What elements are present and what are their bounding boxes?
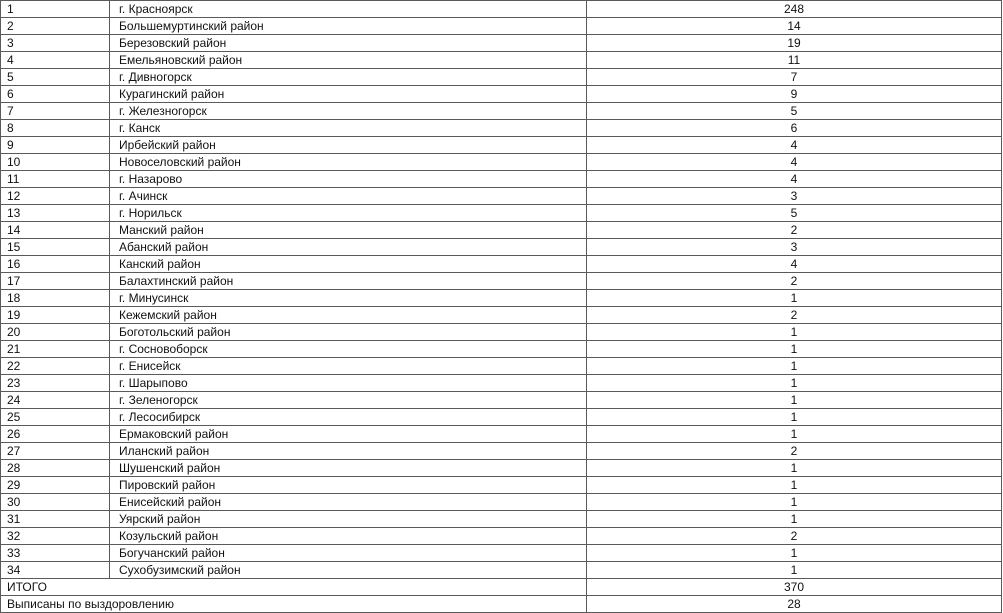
district-name: г. Енисейск: [110, 358, 587, 375]
row-number: 12: [1, 188, 110, 205]
district-name: Новоселовский район: [110, 154, 587, 171]
table-row: [1, 222, 1002, 239]
row-number: 2: [1, 18, 110, 35]
district-name: Енисейский район: [110, 494, 587, 511]
case-count: 1: [587, 290, 1002, 307]
table-summary: [1, 579, 1002, 613]
case-count: 248: [587, 1, 1002, 18]
table-row: [1, 18, 1002, 35]
row-number: 28: [1, 460, 110, 477]
district-name: Канский район: [110, 256, 587, 273]
district-name: г. Железногорск: [110, 103, 587, 120]
case-count: 2: [587, 443, 1002, 460]
table-row: [1, 188, 1002, 205]
row-number: 24: [1, 392, 110, 409]
district-name: Емельяновский район: [110, 52, 587, 69]
case-count: 14: [587, 18, 1002, 35]
district-name: Кежемский район: [110, 307, 587, 324]
case-count: 1: [587, 562, 1002, 579]
row-number: 29: [1, 477, 110, 494]
row-number: 25: [1, 409, 110, 426]
row-number: 20: [1, 324, 110, 341]
district-name: Курагинский район: [110, 86, 587, 103]
district-name: г. Лесосибирск: [110, 409, 587, 426]
district-name: Манский район: [110, 222, 587, 239]
table-row: [1, 511, 1002, 528]
row-number: 31: [1, 511, 110, 528]
row-number: 6: [1, 86, 110, 103]
case-count: 4: [587, 137, 1002, 154]
district-name: г. Минусинск: [110, 290, 587, 307]
table-row: [1, 86, 1002, 103]
table-row: [1, 154, 1002, 171]
case-count: 1: [587, 511, 1002, 528]
total-count: 370: [587, 579, 1002, 596]
row-number: 27: [1, 443, 110, 460]
case-count: 1: [587, 375, 1002, 392]
district-name: г. Сосновоборск: [110, 341, 587, 358]
case-count: 1: [587, 426, 1002, 443]
row-number: 4: [1, 52, 110, 69]
case-count: 11: [587, 52, 1002, 69]
case-count: 2: [587, 222, 1002, 239]
table-row: [1, 545, 1002, 562]
table-row: [1, 35, 1002, 52]
row-number: 18: [1, 290, 110, 307]
row-number: 23: [1, 375, 110, 392]
case-count: 2: [587, 528, 1002, 545]
recovered-count: 28: [587, 596, 1002, 613]
row-number: 32: [1, 528, 110, 545]
district-name: Ирбейский район: [110, 137, 587, 154]
row-number: 19: [1, 307, 110, 324]
table-row: [1, 273, 1002, 290]
row-number: 3: [1, 35, 110, 52]
row-number: 26: [1, 426, 110, 443]
case-count: 4: [587, 256, 1002, 273]
district-name: г. Дивногорск: [110, 69, 587, 86]
table-row: [1, 477, 1002, 494]
case-count: 6: [587, 120, 1002, 137]
case-count: 9: [587, 86, 1002, 103]
district-name: г. Красноярск: [110, 1, 587, 18]
row-number: 14: [1, 222, 110, 239]
row-number: 13: [1, 205, 110, 222]
case-count: 1: [587, 460, 1002, 477]
row-number: 1: [1, 1, 110, 18]
table-row: [1, 341, 1002, 358]
district-name: Богучанский район: [110, 545, 587, 562]
district-name: Уярский район: [110, 511, 587, 528]
table-row: [1, 392, 1002, 409]
recovered-label: Выписаны по выздоровлению: [1, 596, 587, 613]
row-number: 9: [1, 137, 110, 154]
district-name: Шушенский район: [110, 460, 587, 477]
case-count: 3: [587, 188, 1002, 205]
row-number: 5: [1, 69, 110, 86]
table-row: [1, 375, 1002, 392]
row-number: 11: [1, 171, 110, 188]
district-name: Балахтинский район: [110, 273, 587, 290]
table-row: [1, 358, 1002, 375]
case-count: 1: [587, 494, 1002, 511]
district-name: Иланский район: [110, 443, 587, 460]
table-row: [1, 239, 1002, 256]
table-row: [1, 443, 1002, 460]
district-name: Сухобузимский район: [110, 562, 587, 579]
case-count: 1: [587, 477, 1002, 494]
case-count: 5: [587, 103, 1002, 120]
recovered-row: [1, 596, 1002, 613]
case-count: 1: [587, 545, 1002, 562]
case-count: 2: [587, 307, 1002, 324]
table-row: [1, 494, 1002, 511]
row-number: 15: [1, 239, 110, 256]
district-name: Абанский район: [110, 239, 587, 256]
district-name: Ермаковский район: [110, 426, 587, 443]
table-row: [1, 52, 1002, 69]
row-number: 8: [1, 120, 110, 137]
table-row: [1, 103, 1002, 120]
district-name: г. Назарово: [110, 171, 587, 188]
row-number: 33: [1, 545, 110, 562]
row-number: 21: [1, 341, 110, 358]
row-number: 7: [1, 103, 110, 120]
district-name: г. Зеленогорск: [110, 392, 587, 409]
district-name: г. Канск: [110, 120, 587, 137]
table-row: [1, 307, 1002, 324]
case-count: 1: [587, 324, 1002, 341]
case-count: 3: [587, 239, 1002, 256]
case-count: 1: [587, 358, 1002, 375]
case-count: 1: [587, 392, 1002, 409]
table-row: [1, 528, 1002, 545]
case-count: 1: [587, 341, 1002, 358]
district-name: Боготольский район: [110, 324, 587, 341]
table-row: [1, 137, 1002, 154]
district-name: Пировский район: [110, 477, 587, 494]
district-name: Большемуртинский район: [110, 18, 587, 35]
case-count: 4: [587, 171, 1002, 188]
district-name: Козульский район: [110, 528, 587, 545]
table-row: [1, 120, 1002, 137]
row-number: 22: [1, 358, 110, 375]
table-row: [1, 205, 1002, 222]
district-name: г. Ачинск: [110, 188, 587, 205]
total-row: [1, 579, 1002, 596]
table-row: [1, 171, 1002, 188]
district-name: г. Шарыпово: [110, 375, 587, 392]
row-number: 16: [1, 256, 110, 273]
case-count: 5: [587, 205, 1002, 222]
table-row: [1, 460, 1002, 477]
case-count: 1: [587, 409, 1002, 426]
district-name: г. Норильск: [110, 205, 587, 222]
table-row: [1, 69, 1002, 86]
district-name: Березовский район: [110, 35, 587, 52]
case-count: 2: [587, 273, 1002, 290]
total-label: ИТОГО: [1, 579, 587, 596]
case-count: 4: [587, 154, 1002, 171]
table-row: [1, 1, 1002, 18]
row-number: 30: [1, 494, 110, 511]
table-row: [1, 409, 1002, 426]
case-count: 7: [587, 69, 1002, 86]
row-number: 34: [1, 562, 110, 579]
table-row: [1, 562, 1002, 579]
case-count: 19: [587, 35, 1002, 52]
row-number: 10: [1, 154, 110, 171]
table-row: [1, 256, 1002, 273]
table-row: [1, 324, 1002, 341]
table-body: [1, 1, 1002, 579]
row-number: 17: [1, 273, 110, 290]
table-row: [1, 426, 1002, 443]
table-row: [1, 290, 1002, 307]
